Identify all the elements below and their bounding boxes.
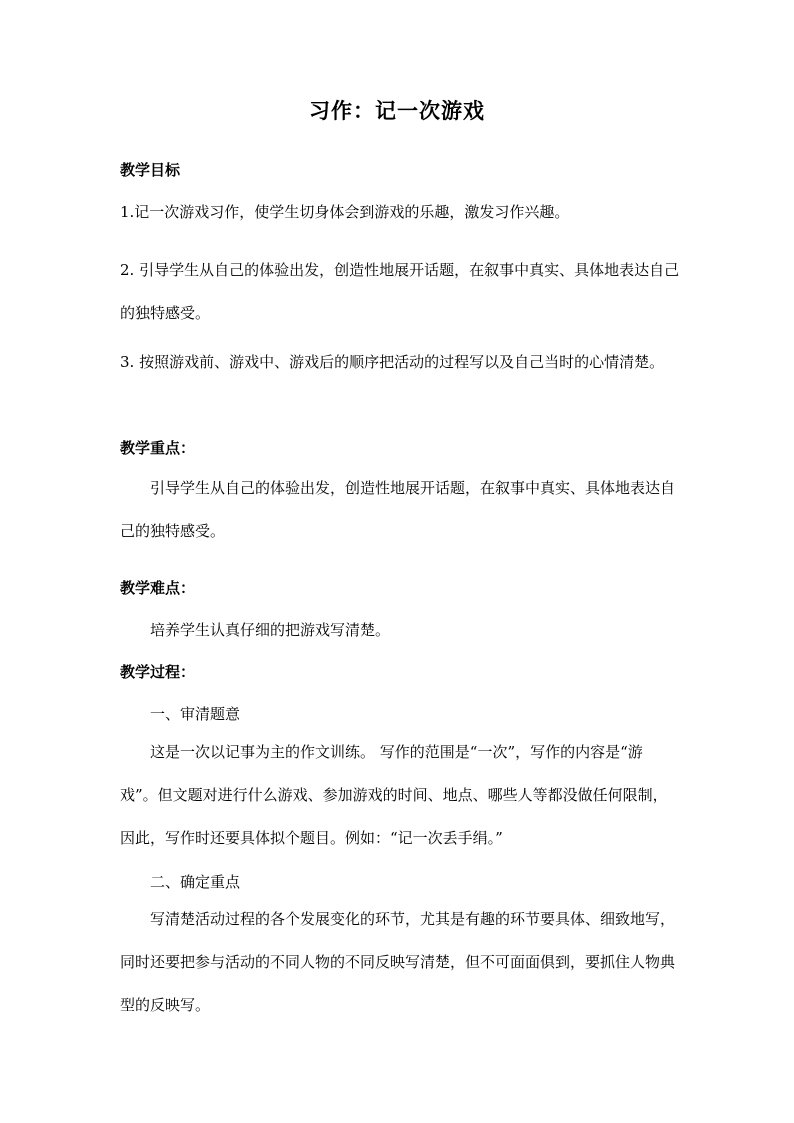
key-point-text: 引导学生从自己的体验出发，创造性地展开话题，在叙事中真实、具体地表达自己的独特感受。 xyxy=(120,479,676,540)
difficulty-heading: 教学难点： xyxy=(120,579,196,597)
document-title: 习作：记一次游戏 xyxy=(309,98,485,123)
goal-item-2: 2. 引导学生从自己的体验出发，创造性地展开话题，在叙事中真实、具体地表达自己的独特感受。 xyxy=(120,261,680,322)
step2-title: 二、确定重点 xyxy=(150,873,241,891)
goal-item-3: 3. 按照游戏前、游戏中、游戏后的顺序把活动的过程写以及自己当时的心情清楚。 xyxy=(120,353,665,371)
key-point-heading: 教学重点： xyxy=(120,439,196,457)
step1-title: 一、审清题意 xyxy=(150,705,241,723)
goals-heading: 教学目标 xyxy=(120,161,181,179)
step2-text: 写清楚活动过程的各个发展变化的环节，尤其是有趣的环节要具体、细致地写，同时还要把参与活动的不同人物的不同反映写清楚，但不可面面俱到，要抓住人物典型的反映写。 xyxy=(120,910,676,1014)
difficulty-text: 培养学生认真仔细的把游戏写清楚。 xyxy=(150,621,391,639)
process-heading: 教学过程： xyxy=(120,663,196,681)
goal-item-1: 1.记一次游戏习作，使学生切身体会到游戏的乐趣，激发习作兴趣。 xyxy=(120,203,570,221)
step1-text: 这是一次以记事为主的作文训练。 写作的范围是“一次”，写作的内容是“游戏”。但文题对进行什么游戏、参加游戏的时间、地点、哪些人等都没做任何限制，因此，写作时还要具体拟个题目。例如：“记一次丢手绢。” xyxy=(120,743,668,847)
